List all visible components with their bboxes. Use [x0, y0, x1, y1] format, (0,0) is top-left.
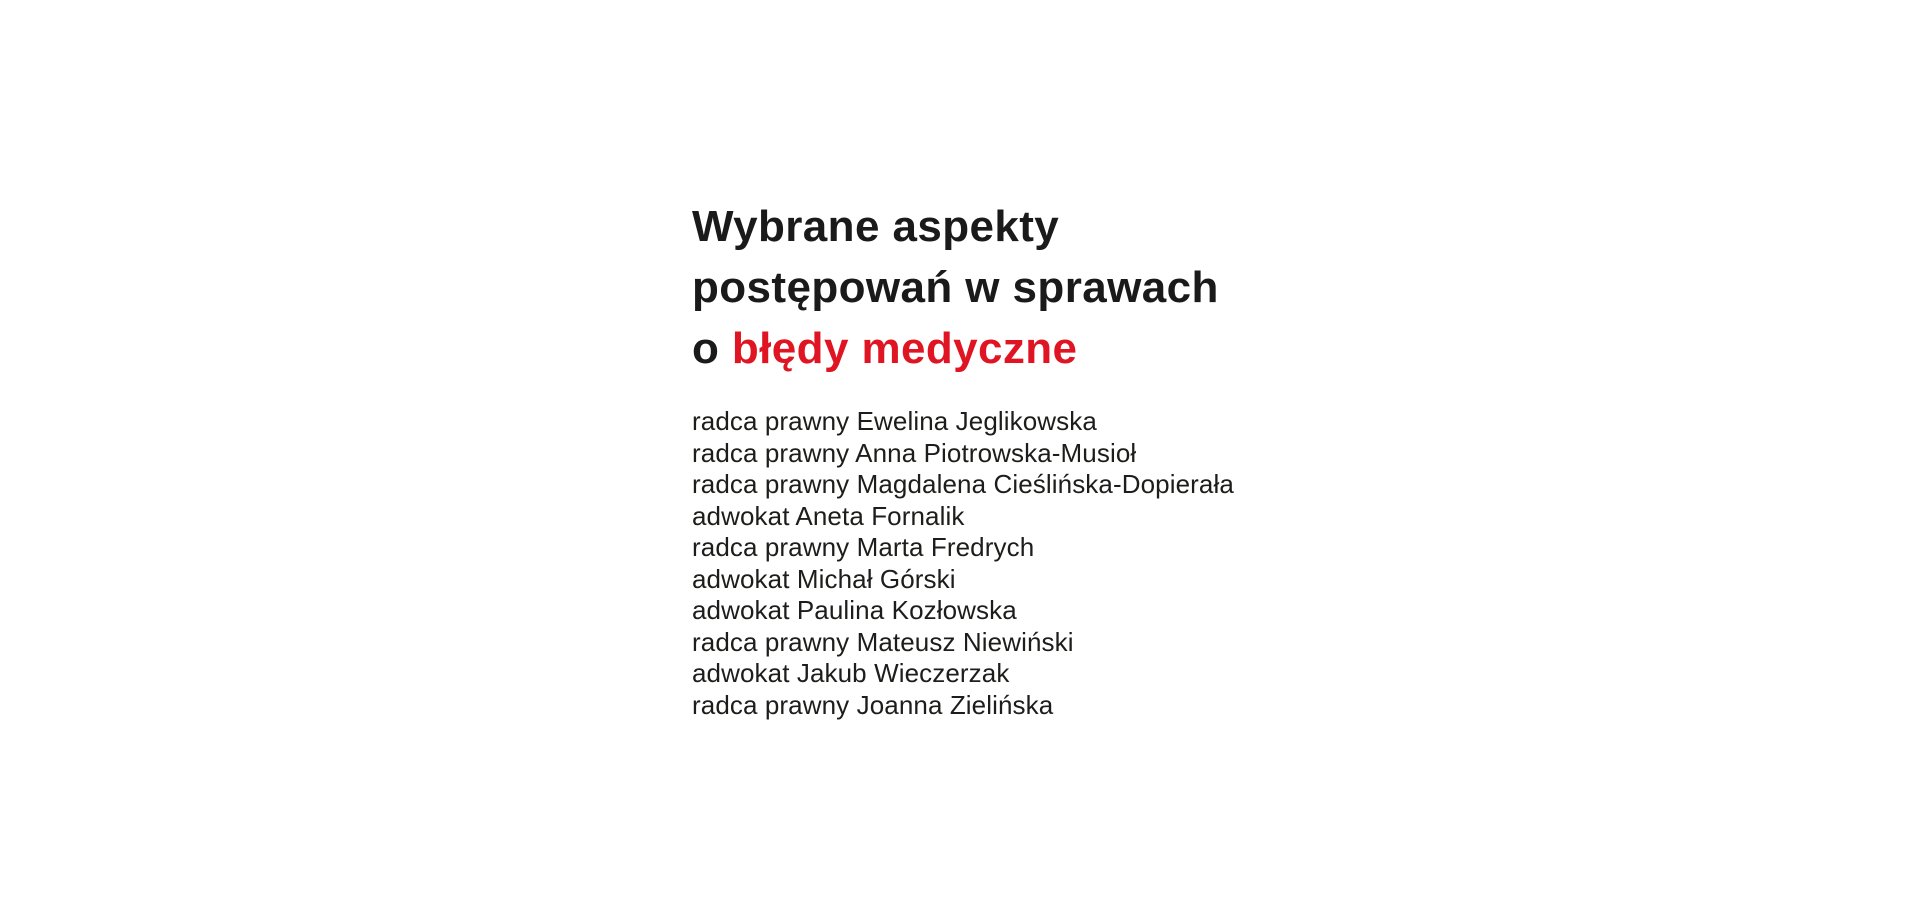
team-member: radca prawny Anna Piotrowska-Musioł [692, 437, 1137, 468]
title-line-2: postępowań w sprawach [692, 263, 1219, 312]
team-member: radca prawny Ewelina Jeglikowska [692, 406, 1097, 436]
slide-title [692, 196, 1592, 379]
team-member: radca prawny Joanna Zielińska [692, 689, 1054, 720]
slide-content [692, 196, 1592, 721]
title-line-1: Wybrane aspekty [692, 202, 1060, 251]
team-member: adwokat Paulina Kozłowska [692, 595, 1017, 625]
team-member: adwokat Michał Górski [692, 563, 956, 594]
team-member: adwokat Aneta Fornalik [692, 500, 965, 531]
team-member: radca prawny Marta Fredrych [692, 532, 1035, 562]
title-line-3 [692, 318, 1592, 379]
team-list [692, 406, 1592, 721]
team-member: radca prawny Magdalena Cieślińska-Dopierała [692, 469, 1234, 499]
team-member: radca prawny Mateusz Niewiński [692, 626, 1074, 657]
title-highlight: błędy medyczne [731, 324, 1078, 373]
title-line-3-prefix: o [692, 324, 732, 373]
team-member: adwokat Jakub Wieczerzak [692, 658, 1010, 688]
